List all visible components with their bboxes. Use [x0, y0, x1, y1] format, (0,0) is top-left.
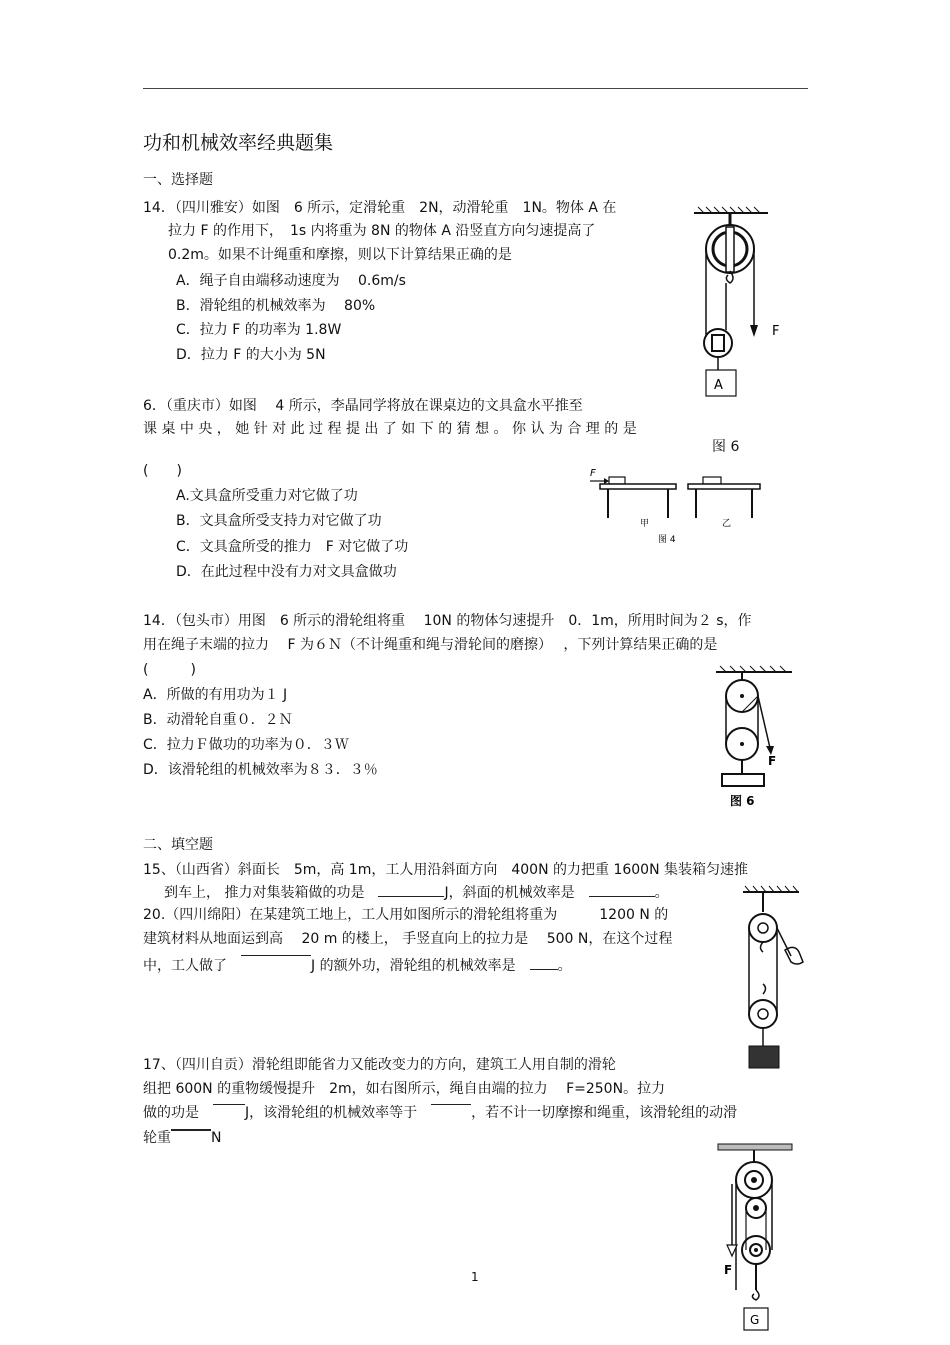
q4-line2-part3: 。 — [654, 885, 669, 901]
q2-fig-label-f: F — [590, 468, 596, 479]
q3-line1: 14．（包头市）用图 6 所示的滑轮组将重 10N 的物体匀速提升 0．1m，所用时间为２ s，作 — [143, 613, 752, 629]
q5-line2: 建筑材料从地面运到高 20 m 的楼上， 手竖直向上的拉力是 500 N，在这个过程 — [143, 931, 673, 947]
q5-line3-part1: 中，工人做了 — [143, 958, 241, 974]
q5-line3-part2: J 的额外功，滑轮组的机械效率是 — [311, 958, 530, 974]
q6-blank-work[interactable] — [213, 1104, 245, 1119]
q6-line3-part2: J，该滑轮组的机械效率等于 — [245, 1105, 432, 1121]
q2-option-b: B．文具盒所受支持力对它做了功 — [176, 513, 382, 529]
q6-line3-part3: ，若不计一切摩擦和绳重，该滑轮组的动滑 — [471, 1105, 738, 1121]
q4-line1: 15、（山西省）斜面长 5m，高 1m，工人用沿斜面方向 400N 的力把重 1600N 集装箱匀速推 — [143, 862, 748, 878]
q3-option-c: C．拉力Ｆ做功的功率为０．３Ｗ — [143, 737, 349, 753]
q3-fig-label-f: F — [768, 754, 777, 768]
q1-line2: 拉力 F 的作用下， 1s 内将重为 8N 的物体 A 沿竖直方向匀速提高了 — [168, 223, 596, 239]
q2-option-c: C．文具盒所受的推力 F 对它做了功 — [176, 539, 409, 555]
q6-line4-part1: 轮重 — [143, 1130, 171, 1146]
q1-figure-caption: 图 6 — [712, 439, 740, 455]
q4-blank-efficiency[interactable] — [589, 882, 655, 897]
q2-line1: 6．（重庆市）如图 4 所示，李晶同学将放在课桌边的文具盒水平推至 — [143, 398, 583, 414]
q5-blank-efficiency[interactable] — [530, 955, 558, 970]
q1-option-b: B．滑轮组的机械效率为 80% — [176, 298, 376, 314]
page-title: 功和机械效率经典题集 — [143, 132, 334, 154]
q2-option-a: A.文具盒所受重力对它做了功 — [176, 488, 358, 504]
q4-line2-part2: J，斜面的机械效率是 — [444, 885, 589, 901]
q5-blank-extra-work[interactable] — [241, 955, 311, 970]
section-heading-fill: 二、填空题 — [143, 837, 213, 853]
q6-pulley-figure — [712, 1140, 802, 1335]
q6-fig-label-f: F — [724, 1263, 733, 1277]
q1-option-a: A．绳子自由端移动速度为 0.6m/s — [176, 273, 406, 289]
q5-pulley-figure — [735, 884, 810, 1074]
q4-line2 — [164, 882, 669, 902]
q5-line3-part3: 。 — [557, 958, 572, 974]
q3-option-d: D．该滑轮组的机械效率为８３．３％ — [143, 762, 378, 778]
q1-pulley-figure — [690, 205, 800, 400]
q5-line1: 20.（四川绵阳）在某建筑工地上，工人用如图所示的滑轮组将重为 1200 N 的 — [143, 907, 669, 923]
q2-option-d: D．在此过程中没有力对文具盒做功 — [176, 564, 397, 580]
q1-line3: 0.2m。如果不计绳重和摩擦，则以下计算结果正确的是 — [168, 247, 512, 263]
q3-option-a: A．所做的有用功为１ J — [143, 687, 288, 703]
q3-line3: ( ) — [143, 662, 196, 678]
q5-line3 — [143, 955, 572, 975]
q4-line2-part1: 到车上， 推力对集装箱做的功是 — [164, 885, 379, 901]
section-heading-choice: 一、选择题 — [143, 172, 213, 188]
q3-pulley-figure — [712, 664, 797, 814]
q1-fig-label-f: F — [772, 324, 780, 339]
q2-fig-label-jia: 甲 — [640, 519, 650, 529]
q2-line2: 课 桌 中 央 ， 她 针 对 此 过 程 提 出 了 如 下 的 猜 想 。 你 认 为 合 理 的 是 — [143, 421, 637, 437]
q3-line2: 用在绳子末端的拉力 F 为６Ｎ（不计绳重和绳与滑轮间的磨擦） ，下列计算结果正确的是 — [143, 637, 718, 653]
q4-blank-work[interactable] — [378, 882, 444, 897]
q3-option-b: B．动滑轮自重０．２Ｎ — [143, 712, 293, 728]
q6-line3 — [143, 1104, 737, 1122]
q2-line3: ( ) — [143, 463, 182, 479]
q3-fig-caption: 图 6 — [730, 794, 755, 808]
q6-blank-pulley-weight[interactable] — [171, 1129, 211, 1145]
q1-line1: 14．（四川雅安）如图 6 所示，定滑轮重 2N，动滑轮重 1N。物体 A 在 — [143, 200, 617, 216]
q2-fig-caption: 图 4 — [658, 535, 676, 545]
q6-fig-label-g: G — [750, 1313, 760, 1327]
q6-line1: 17、（四川自贡）滑轮组即能省力又能改变力的方向，建筑工人用自制的滑轮 — [143, 1057, 616, 1073]
header-rule — [143, 88, 808, 89]
q1-fig-label-a: A — [714, 378, 723, 393]
q6-blank-efficiency[interactable] — [431, 1104, 471, 1119]
q6-line3-part1: 做的功是 — [143, 1105, 213, 1121]
q1-option-c: C．拉力 F 的功率为 1.8W — [176, 322, 342, 338]
q2-desk-figure — [578, 464, 763, 548]
q6-line4 — [143, 1129, 221, 1147]
q2-fig-label-yi: 乙 — [722, 519, 732, 529]
page-number: 1 — [471, 1270, 479, 1284]
q6-line2: 组把 600N 的重物缓慢提升 2m，如右图所示，绳自由端的拉力 F=250N。拉力 — [143, 1081, 666, 1097]
q6-line4-part2: N — [211, 1130, 222, 1146]
q1-option-d: D．拉力 F 的大小为 5N — [176, 347, 326, 363]
